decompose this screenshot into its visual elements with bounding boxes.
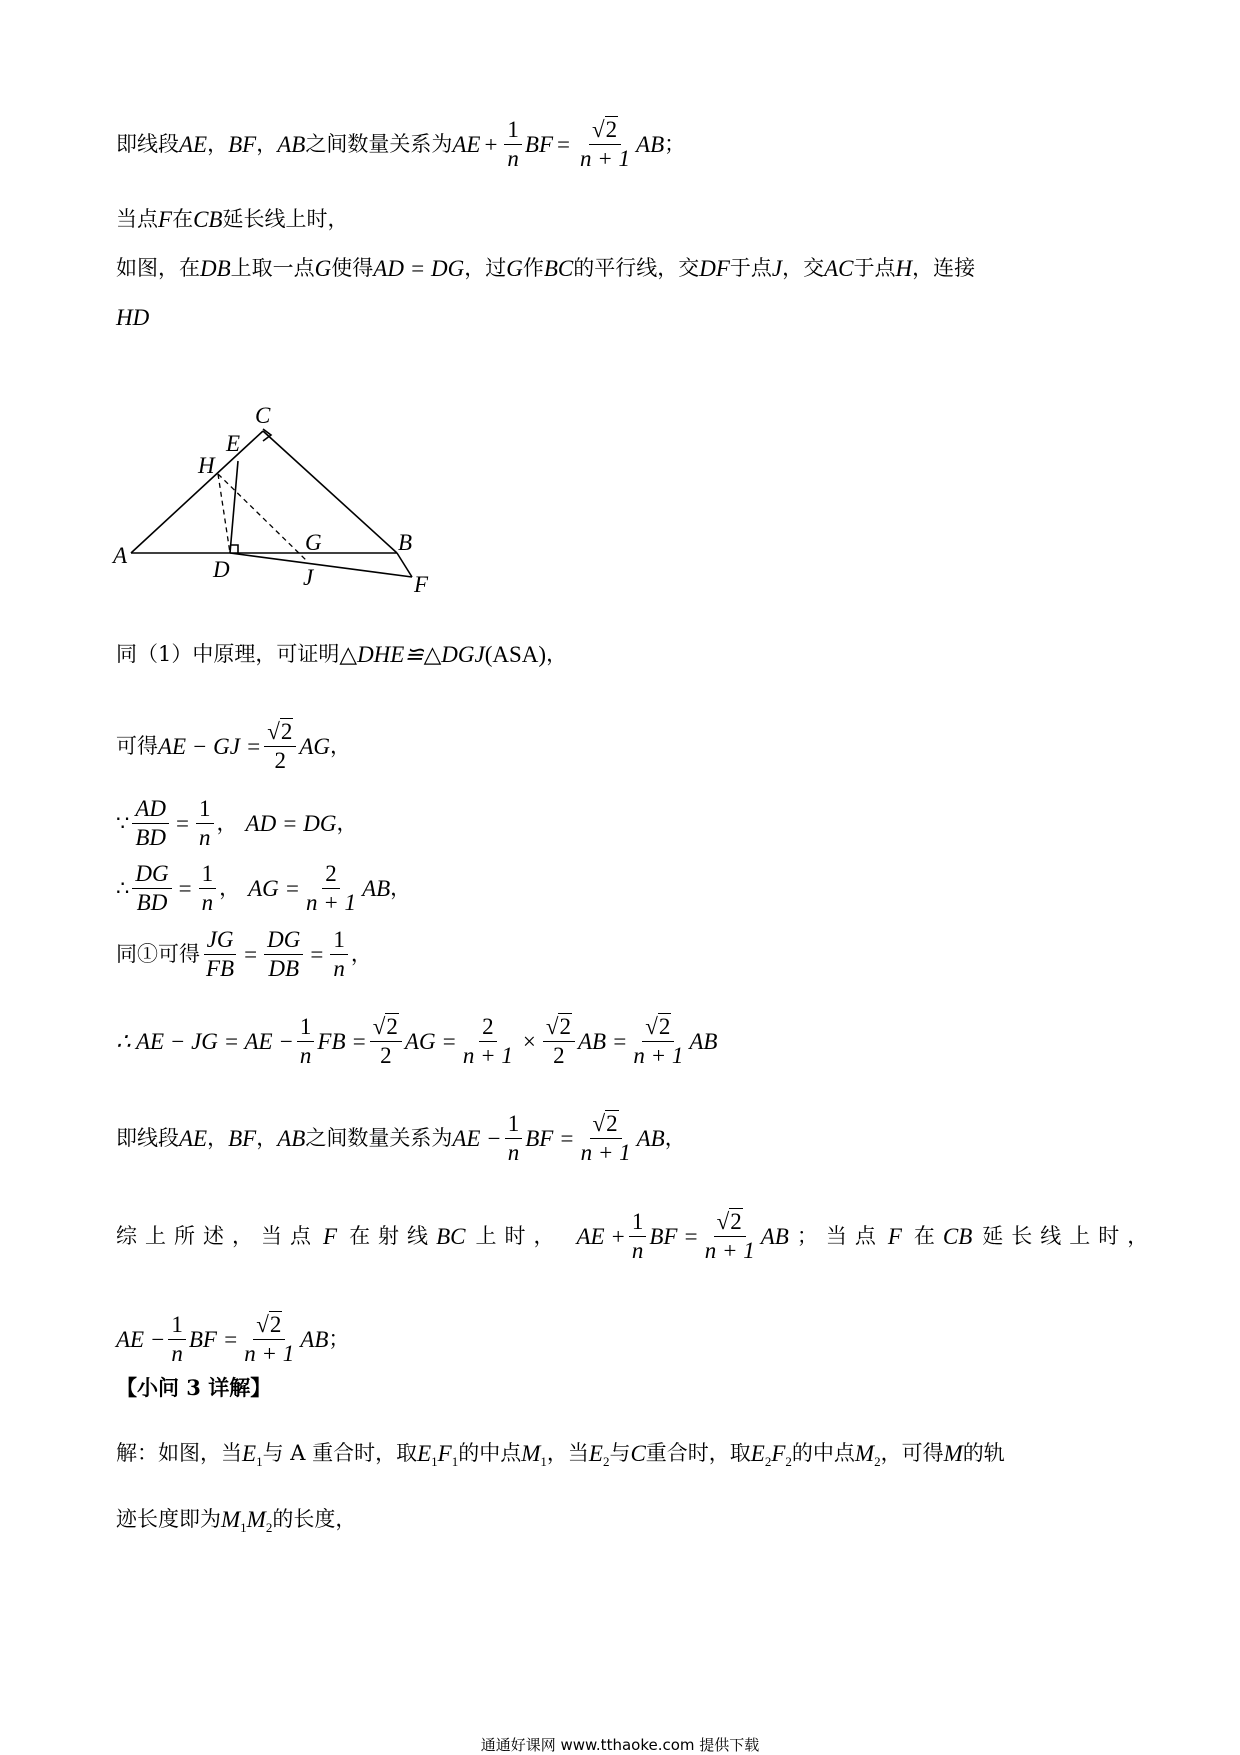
line-congruence: 同（1）中原理，可证明 △DHE≌△DGJ (ASA) ， (116, 642, 568, 667)
geometry-figure (100, 395, 450, 605)
label-h: H (198, 453, 215, 478)
line-therefore-chain: ∴ AE − JG = AE − $\frac{1}{n}$ FB = $\frac{√2}{2}$ AG = $\frac{2}{n + 1}$ × $\frac{√2}{2}$ AB = $\frac{√2}{n + 1}$ AB (116, 1014, 718, 1069)
var: CB (193, 207, 223, 232)
var: AB (277, 132, 306, 158)
segment-cb (263, 431, 397, 553)
text: 之间数量关系为 (305, 132, 453, 157)
var: AB (636, 132, 665, 158)
label-d: D (213, 557, 230, 582)
plus: + (484, 132, 498, 158)
var: AE (179, 132, 208, 158)
segment-hd-dashed (218, 474, 230, 553)
label-e: E (226, 431, 241, 456)
segment-ac (131, 431, 263, 553)
fraction-sqrt2-over-2: $\frac{√2}{2}$ (264, 720, 296, 773)
line-trajectory: 迹长度即为 $M_1M_2$ 的长度， (116, 1507, 357, 1535)
line-ae-gj: 可得 AE − GJ = $\frac{√2}{2}$ AG ， (116, 719, 352, 774)
text: ； (664, 132, 686, 157)
var: BF (228, 132, 257, 158)
label-f: F (414, 572, 429, 597)
label-a: A (113, 543, 128, 568)
section-heading: 【小问 3 详解】 (116, 1375, 272, 1400)
line-case-extension (116, 208, 348, 231)
label-j: J (303, 565, 314, 590)
segment-df (230, 553, 412, 577)
label-g: G (305, 530, 322, 555)
line-because: ∵ $\frac{AD}{BD}$ = $\frac{1}{n}$ ， AD = DG ， (116, 796, 358, 851)
var: BF (524, 132, 554, 158)
text: ， (256, 132, 278, 157)
var: F (158, 207, 173, 232)
footer-source: 通通好课网 www.tthaoke.com 提供下载 (480, 1736, 760, 1754)
line-construction: 如图，在 DB 上取一点 G 使得 AD = DG ，过 G 作 BC 的平行线，交 DF 于点 J ，交 AC 于点 H ，连接 (116, 256, 976, 281)
line-therefore-ag: ∴ $\frac{DG}{BD}$ = $\frac{1}{n}$ ， AG = $\frac{2}{n + 1}$ AB ， (116, 861, 412, 916)
equals: = (557, 132, 571, 158)
segment-hj-dashed (218, 474, 308, 562)
line-summary: 综上所述，当点 F 在射线 BC 上时， AE + $\frac{1}{n}$ BF = $\frac{√2}{n + 1}$ AB ；当点 F 在 CB 延长线上时， (116, 1209, 1157, 1264)
fraction-sqrt2-over-n1: $\frac{√2}{n + 1}$ (580, 117, 631, 172)
text: 在 (172, 207, 194, 231)
line-connect-hd: HD (116, 305, 150, 330)
line-relation-1 (116, 118, 685, 171)
line-relation-2: 即线段 AE ， BF ， AB 之间数量关系为 AE − $\frac{1}{n}$ BF = $\frac{√2}{n + 1}$ AB ， (116, 1111, 686, 1166)
var: AE (452, 132, 481, 158)
segment-de (230, 461, 238, 553)
text: 即线段 (116, 132, 179, 157)
text: 延长线上时， (222, 207, 349, 231)
fraction-1-over-n: $\frac{1}{n}$ (504, 118, 522, 171)
label-b: B (398, 530, 413, 555)
line-summary-2: AE − $\frac{1}{n}$ BF = $\frac{√2}{n + 1}$ AB ； (116, 1312, 350, 1367)
line-same-as-1: 同①可得 $\frac{JG}{FB}$ = $\frac{DG}{DB}$ = $\frac{1}{n}$ ， (116, 927, 372, 982)
label-c: C (255, 403, 271, 428)
segment-bf (397, 553, 412, 577)
text: 当点 (116, 207, 158, 231)
text: ， (207, 132, 229, 157)
line-solution-3: 解：如图，当 $E_1$ 与 A 重合时，取 $E_1F_1$ 的中点 $M_1$ ，当 $E_2$ 与 C 重合时，取 $E_2F_2$ 的中点 $M_2$ ，可得 M 的轨 (116, 1441, 1005, 1469)
